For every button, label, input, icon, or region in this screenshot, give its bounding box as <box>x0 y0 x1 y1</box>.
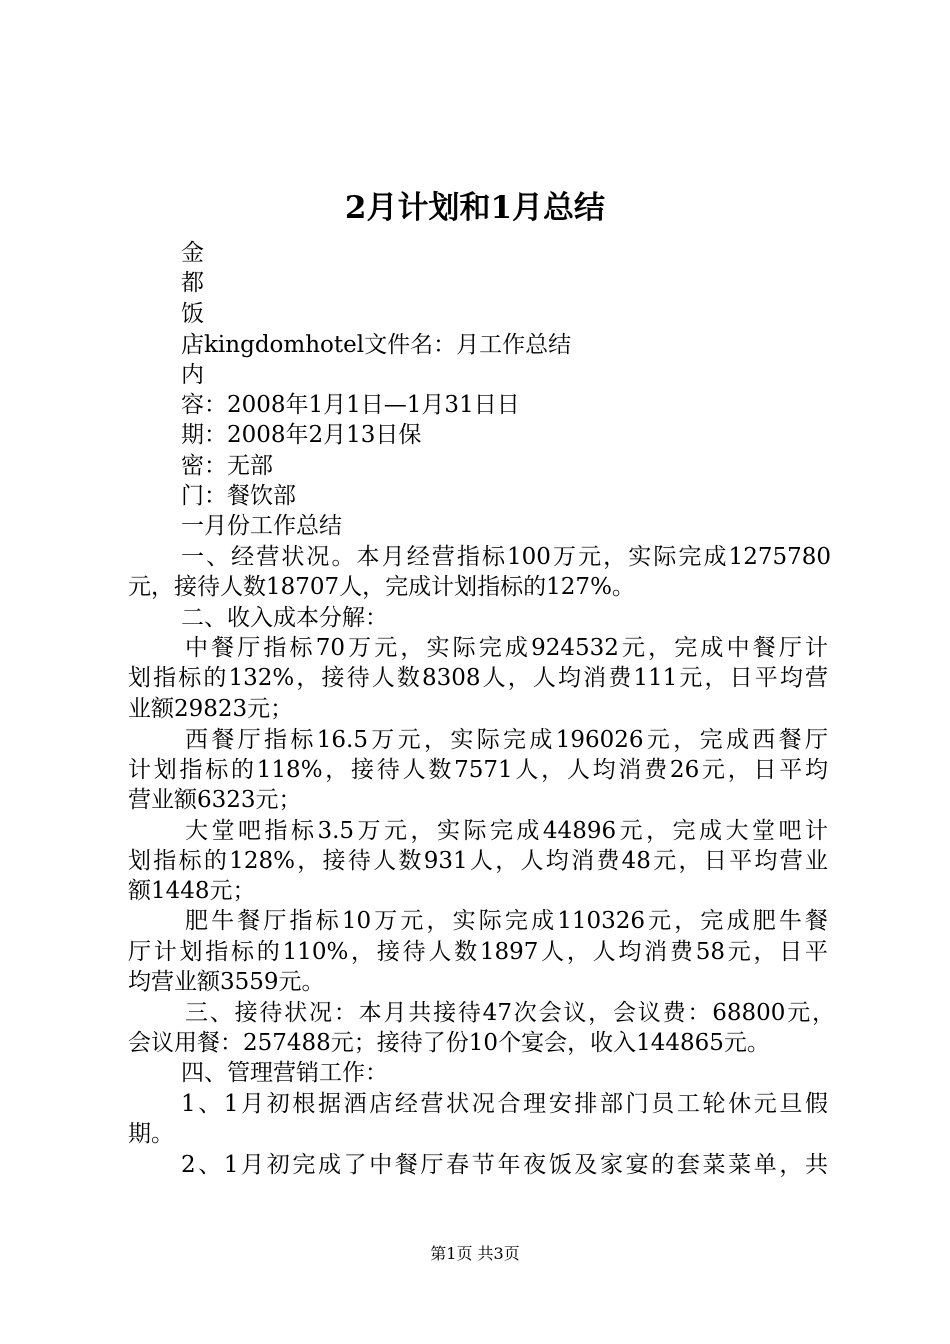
text-line: 三、接待状况：本月共接待47次会议，会议费：68800元， <box>185 1000 835 1026</box>
text-line: 密：无部 <box>181 453 273 479</box>
text-line: 营业额6323元； <box>128 787 302 813</box>
text-line: 饭 <box>181 301 204 327</box>
text-line: 二、收入成本分解： <box>181 605 388 631</box>
text-line: 一、经营状况。本月经营指标100万元，实际完成1275780 <box>181 544 831 570</box>
text-line: 四、管理营销工作： <box>181 1060 388 1086</box>
text-line: 大堂吧指标3.5万元，实际完成44896元，完成大堂吧计 <box>185 818 828 844</box>
text-line: 划指标的128%，接待人数931人，人均消费48元，日平均营业 <box>128 848 828 874</box>
text-line: 会议用餐：257488元；接待了份10个宴会，收入144865元。 <box>128 1030 770 1056</box>
text-line: 肥牛餐厅指标10万元，实际完成110326元，完成肥牛餐 <box>185 908 828 934</box>
text-line: 期：2008年2月13日保 <box>181 422 422 448</box>
document-title: 2月计划和1月总结 <box>344 190 606 226</box>
text-line: 2、1月初完成了中餐厅春节年夜饭及家宴的套菜菜单，共 <box>181 1152 828 1178</box>
text-line: 1、1月初根据酒店经营状况合理安排部门员工轮休元旦假 <box>181 1091 828 1117</box>
text-line: 期。 <box>128 1121 174 1147</box>
text-line: 门：餐饮部 <box>181 483 296 509</box>
text-line: 容：2008年1月1日—1月31日日 <box>181 392 520 418</box>
text-line: 元，接待人数18707人，完成计划指标的127%。 <box>128 574 635 600</box>
text-line: 额1448元； <box>128 878 256 904</box>
text-line: 中餐厅指标70万元，实际完成924532元，完成中餐厅计 <box>185 635 828 661</box>
text-line: 划指标的132%，接待人数8308人，人均消费111元，日平均营 <box>128 665 828 691</box>
text-line: 业额29823元； <box>128 696 294 722</box>
text-line: 金 <box>181 240 204 266</box>
section-heading: 一月份工作总结 <box>181 513 342 539</box>
text-line: 西餐厅指标16.5万元，实际完成196026元，完成西餐厅 <box>185 727 828 753</box>
text-line: 都 <box>181 270 204 296</box>
text-line: 店kingdomhotel文件名：月工作总结 <box>181 332 572 358</box>
text-line: 内 <box>181 362 204 388</box>
page-footer: 第1页 共3页 <box>430 1244 520 1263</box>
text-line: 厅计划指标的110%，接待人数1897人，人均消费58元，日平 <box>128 939 828 965</box>
text-line: 均营业额3559元。 <box>128 969 325 995</box>
text-line: 计划指标的118%，接待人数7571人，人均消费26元，日平均 <box>128 757 828 783</box>
